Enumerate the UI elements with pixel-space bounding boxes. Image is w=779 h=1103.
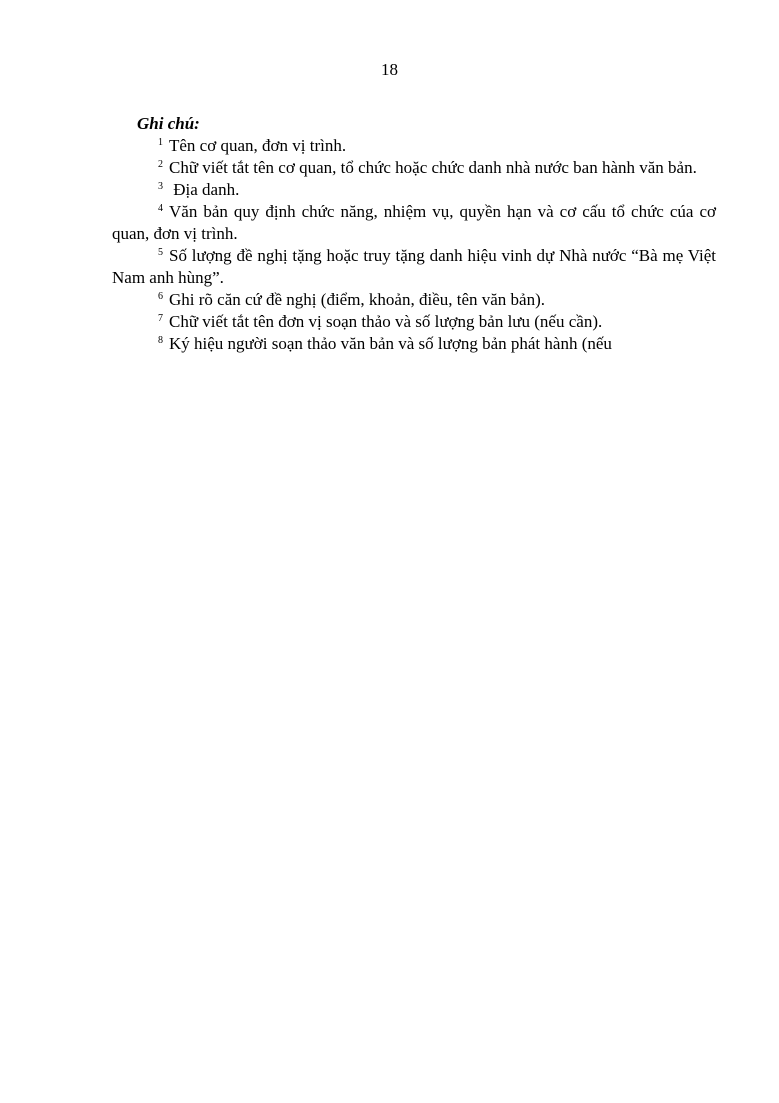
note-item-2: [112, 157, 716, 179]
note-item-8: [112, 333, 716, 355]
note-marker: 7: [158, 313, 163, 324]
note-item-5: [112, 245, 716, 289]
note-text: Chữ viết tắt tên cơ quan, tổ chức hoặc chức danh nhà nước ban hành văn bản.: [169, 158, 697, 177]
note-marker: 4: [158, 203, 163, 214]
note-text: Ký hiệu người soạn thảo văn bản và số lượng bản phát hành (nếu: [169, 334, 612, 353]
note-item-1: [112, 135, 716, 157]
note-text: Số lượng đề nghị tặng hoặc truy tặng danh hiệu vinh dự Nhà nước “Bà mẹ Việt Nam anh hùng”.: [112, 246, 716, 287]
note-text: Chữ viết tắt tên đơn vị soạn thảo và số lượng bản lưu (nếu cần).: [169, 312, 603, 331]
note-item-7: [112, 311, 716, 333]
note-marker: 5: [158, 247, 163, 258]
note-marker: 3: [158, 181, 163, 192]
page-number: 18: [381, 60, 398, 79]
note-text: Văn bản quy định chức năng, nhiệm vụ, quyền hạn và cơ cấu tổ chức cúa cơ quan, đơn vị trình.: [112, 202, 716, 243]
notes-title: Ghi chú:: [137, 114, 200, 133]
note-item-6: [112, 289, 716, 311]
note-marker: 1: [158, 137, 163, 148]
note-item-3: [112, 179, 716, 201]
note-text: Ghi rõ căn cứ đề nghị (điểm, khoản, điều, tên văn bản).: [169, 290, 546, 309]
note-marker: 2: [158, 159, 163, 170]
note-text: Địa danh.: [169, 180, 240, 199]
note-text: Tên cơ quan, đơn vị trình.: [169, 136, 347, 155]
note-item-4: [112, 201, 716, 245]
notes-section: [112, 113, 716, 355]
note-marker: 8: [158, 335, 163, 346]
note-marker: 6: [158, 291, 163, 302]
